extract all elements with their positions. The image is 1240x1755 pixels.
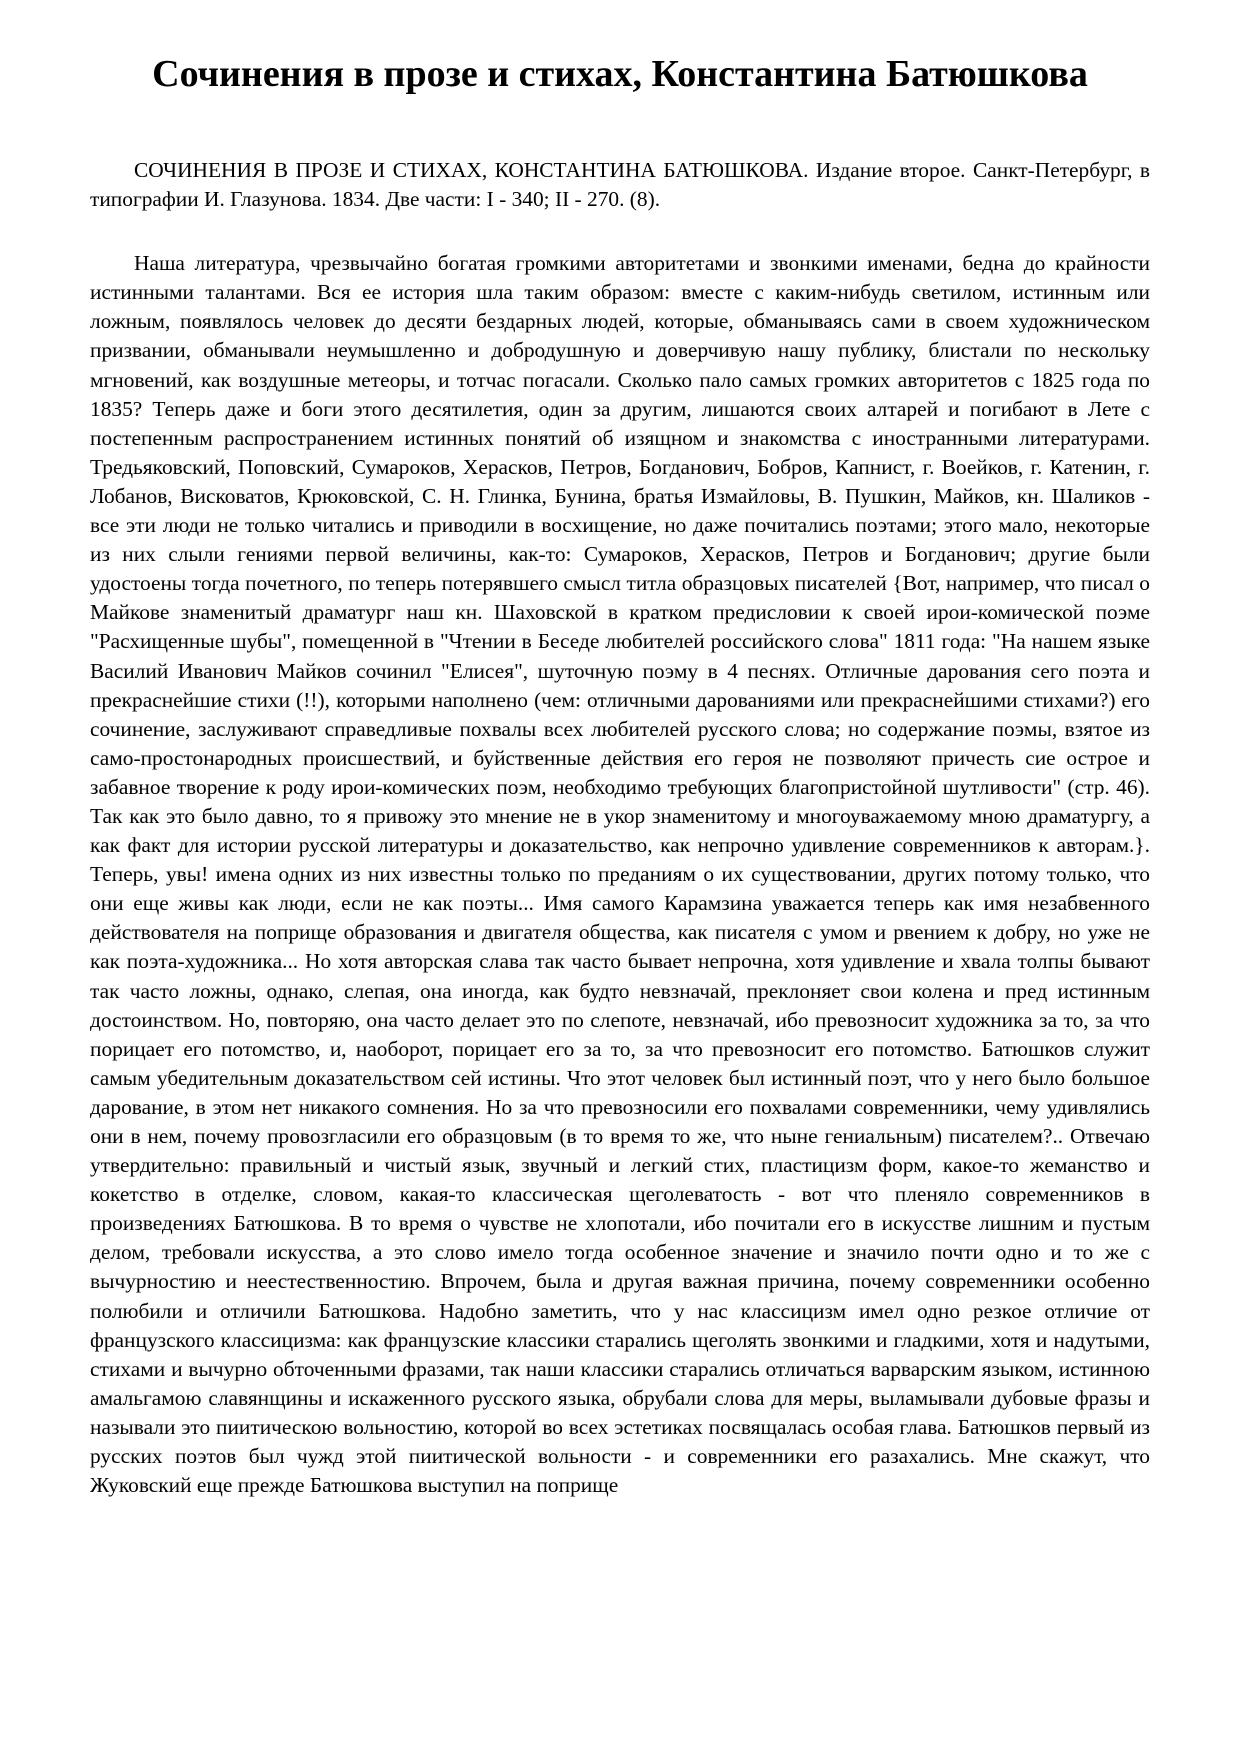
document-title: Сочинения в прозе и стихах, Константина Батюшкова bbox=[152, 53, 1088, 95]
body-paragraph: Наша литература, чрезвычайно богатая громкими авторитетами и звонкими именами, бедна до крайности истинными талантами. Вся ее история шла таким образом: вместе с каким-нибудь светилом, истинным или ложным, появлялось человек до десяти бездарных людей, которые, обманываясь сами в своем художническом призвании, обманывали неумышленно и добродушную и доверчивую нашу публику, блистали по нескольку мгновений, как воздушные метеоры, и тотчас погасали. Сколько пало самых громких авторитетов с 1825 года по 1835? Теперь даже и боги этого десятилетия, один за другим, лишаются своих алтарей и погибают в Лете с постепенным распространением истинных понятий об изящном и знакомства с иностранными литературами. Тредьяковский, Поповский, Сумароков, Херасков, Петров, Богданович, Бобров, Капнист, г. Воейков, г. Катенин, г. Лобанов, Висковатов, Крюковской, С. Н. Глинка, Бунина, братья Измайловы, В. Пушкин, Майков, кн. Шаликов - все эти люди не только читались и приводили в восхищение, но даже почитались поэтами; этого мало, некоторые из них слыли гениями первой величины, как-то: Сумароков, Херасков, Петров и Богданович; другие были удостоены тогда почетного, по теперь потерявшего смысл титла образцовых писателей {Вот, например, что писал о Майкове знаменитый драматург наш кн. Шаховской в кратком предисловии к своей ирои-комической поэме "Расхищенные шубы", помещенной в "Чтении в Беседе любителей российского слова" 1811 года: "На нашем языке Василий Иванович Майков сочинил "Елисея", шуточную поэму в 4 песнях. Отличные дарования сего поэта и прекраснейшие стихи (!!), которыми наполнено (чем: отличными дарованиями или прекраснейшими стихами?) его сочинение, заслуживают справедливые похвалы всех любителей русского слова; но содержание поэмы, взятое из само-простонародных происшествий, и буйственные действия его героя не позволяют причесть сие острое и забавное творение к роду ирои-комических поэм, необходимо требующих благопристойной шутливости" (стр. 46). Так как это было давно, то я привожу это мнение не в укор знаменитому и многоуважаемому мною драматургу, а как факт для истории русской литературы и доказательство, как непрочно удивление современников к авторам.}. Теперь, увы! имена одних из них известны только по преданиям о их существовании, других потому только, что они еще живы как люди, если не как поэты... Имя самого Карамзина уважается теперь как имя незабвенного действователя на поприще образования и двигателя общества, как писателя с умом и рвением к добру, но уже не как поэта-художника... Но хотя авторская слава так часто бывает непрочна, хотя удивление и хвала толпы бывают так часто ложны, однако, слепая, она иногда, как будто невзначай, преклоняет свои колена и пред истинным достоинством. Но, повторяю, она часто делает это по слепоте, невзначай, ибо превозносит художника за то, за что порицает его потомство, и, наоборот, порицает его за то, за что превозносит его потомство. Батюшков служит самым убедительным доказательством сей истины. Что этот человек был истинный поэт, что у него было большое дарование, в этом нет никакого сомнения. Но за что превозносили его похвалами современники, чему удивлялись они в нем, почему провозгласили его образцовым (в то время то же, что ныне гениальным) писателем?.. Отвечаю утвердительно: правильный и чистый язык, звучный и легкий стих, пластицизм форм, какое-то жеманство и кокетство в отделке, словом, какая-то классическая щеголеватость - вот что пленяло современников в произведениях Батюшкова. В то время о чувстве не хлопотали, ибо почитали его в искусстве лишним и пустым делом, требовали искусства, а это слово имело тогда особенное значение и значило почти одно и то же с вычурностию и неестественностию. Впрочем, была и другая важная причина, почему современники особенно полюбили и отличили Батюшкова. Надобно заметить, что у нас классицизм имел одно резкое отличие от французского классицизма: как французские классики старались щеголять звонкими и гладкими, хотя и надутыми, стихами и вычурно обточенными фразами, так наши классики старались отличаться варварским языком, истинною амальгамою славянщины и искаженного русского языка, обрубали слова для меры, выламывали дубовые фразы и называли это пиитическою вольностию, которой во всех эстетиках посвящалась особая глава. Батюшков первый из русских поэтов был чужд этой пиитической вольности - и современники его разахались. Мне скажут, что Жуковский еще прежде Батюшкова выступил на поприще bbox=[90, 251, 1150, 1498]
bibliographic-imprint: СОЧИНЕНИЯ В ПРОЗЕ И СТИХАХ, КОНСТАНТИНА БАТЮШКОВА. Издание второе. Санкт-Петербург, в типографии И. Глазунова. 1834. Две части: I - 340; II - 270. (8). bbox=[90, 158, 1150, 212]
